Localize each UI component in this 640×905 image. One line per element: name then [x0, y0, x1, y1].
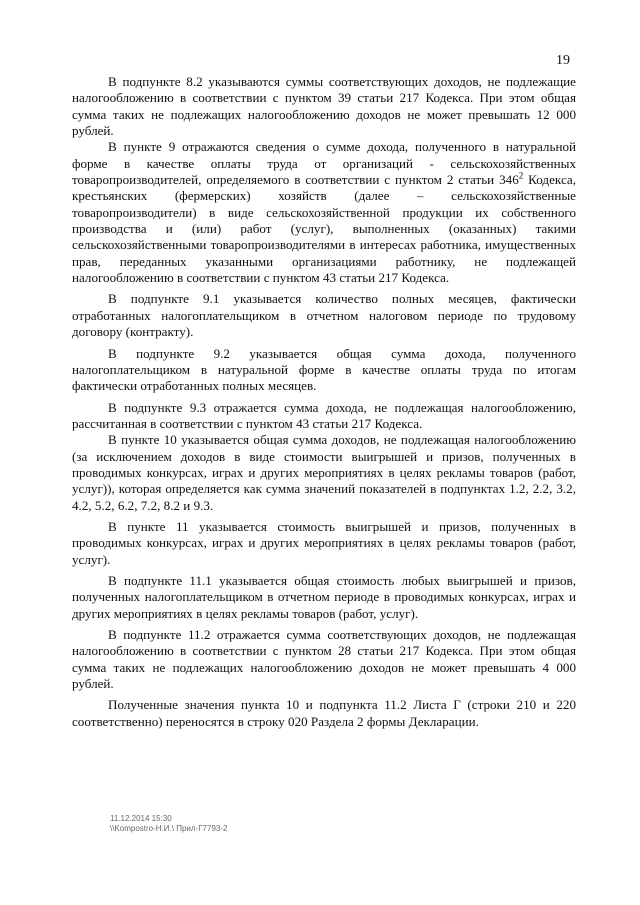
- footer-timestamp: 11.12.2014 15:30: [110, 814, 172, 823]
- paragraph-summary: Полученные значения пункта 10 и подпункта 11.2 Листа Г (строки 210 и 220 соответственно) переносятся в строку 020 Раздела 2 формы Декларации.: [72, 697, 576, 729]
- document-footer: [110, 814, 227, 834]
- footer-file-path: \\Kompostro-Н.И.\ Прил-Г7793-2: [110, 824, 228, 833]
- document-body: [72, 74, 576, 730]
- paragraph-9-text-before: В пункте 9 отражаются сведения о сумме дохода, полученного в натуральной форме в качестве оплаты труда от организаций - сельскохозяйственных товаропроизводителей, определяемого в соответствии с пунктом 2 статьи 346: [72, 139, 576, 188]
- paragraph-9-text-after: Кодекса, крестьянских (фермерских) хозяйств (далее – сельскохозяйственные товаропроизводители) в виде сельскохозяйственной продукции их собственного производства и (или) работ (услуг), выполненных (оказанных) такими сельскохозяйственными товаропроизводителями в интересах работника, имущественных прав, переданных указанными организациями работнику, не подлежащей налогообложению в соответствии с пунктом 43 статьи 217 Кодекса.: [72, 172, 576, 286]
- paragraph-9: [72, 139, 576, 286]
- paragraph-11: В пункте 11 указывается стоимость выигрышей и призов, полученных в проводимых конкурсах, играх и других мероприятиях в целях рекламы товаров (работ, услуг).: [72, 518, 576, 567]
- paragraph-9-3: В подпункте 9.3 отражается сумма дохода, не подлежащая налогообложению, рассчитанная в соответствии с пунктом 43 статьи 217 Кодекса.: [72, 399, 576, 431]
- superscript: 2: [518, 170, 524, 181]
- paragraph-11-2: В подпункте 11.2 отражается сумма соответствующих доходов, не подлежащая налогообложению в соответствии с пунктом 28 статьи 217 Кодекса. При этом общая сумма таких не подлежащих налогообложению доходов не может превышать 4 000 рублей.: [72, 627, 576, 692]
- paragraph-8-2: В подпункте 8.2 указываются суммы соответствующих доходов, не подлежащие налогообложению в соответствии с пунктом 39 статьи 217 Кодекса. При этом общая сумма таких не подлежащих налогообложению доходов не может превышать 12 000 рублей.: [72, 74, 576, 139]
- paragraph-9-1: В подпункте 9.1 указывается количество полных месяцев, фактически отработанных налогоплательщиком в отчетном налоговом периоде по трудовому договору (контракту).: [72, 291, 576, 340]
- paragraph-11-1: В подпункте 11.1 указывается общая стоимость любых выигрышей и призов, полученных налогоплательщиком в отчетном периоде в проводимых конкурсах, играх и других мероприятиях в целях рекламы товаров (работ, услуг).: [72, 572, 576, 621]
- paragraph-10: В пункте 10 указывается общая сумма доходов, не подлежащая налогообложению (за исключением доходов в виде стоимости выигрышей и призов, полученных в проводимых конкурсах, играх и других мероприятиях в целях рекламы товаров (работ, услуг)), которая определяется как сумма значений показателей в подпунктах 1.2, 2.2, 3.2, 4.2, 5.2, 6.2, 7.2, 8.2 и 9.3.: [72, 432, 576, 513]
- page-number: 19: [556, 53, 570, 68]
- paragraph-9-2: В подпункте 9.2 указывается общая сумма дохода, полученного налогоплательщиком в натуральной форме в качестве оплаты труда по итогам фактически отработанных полных месяцев.: [72, 345, 576, 394]
